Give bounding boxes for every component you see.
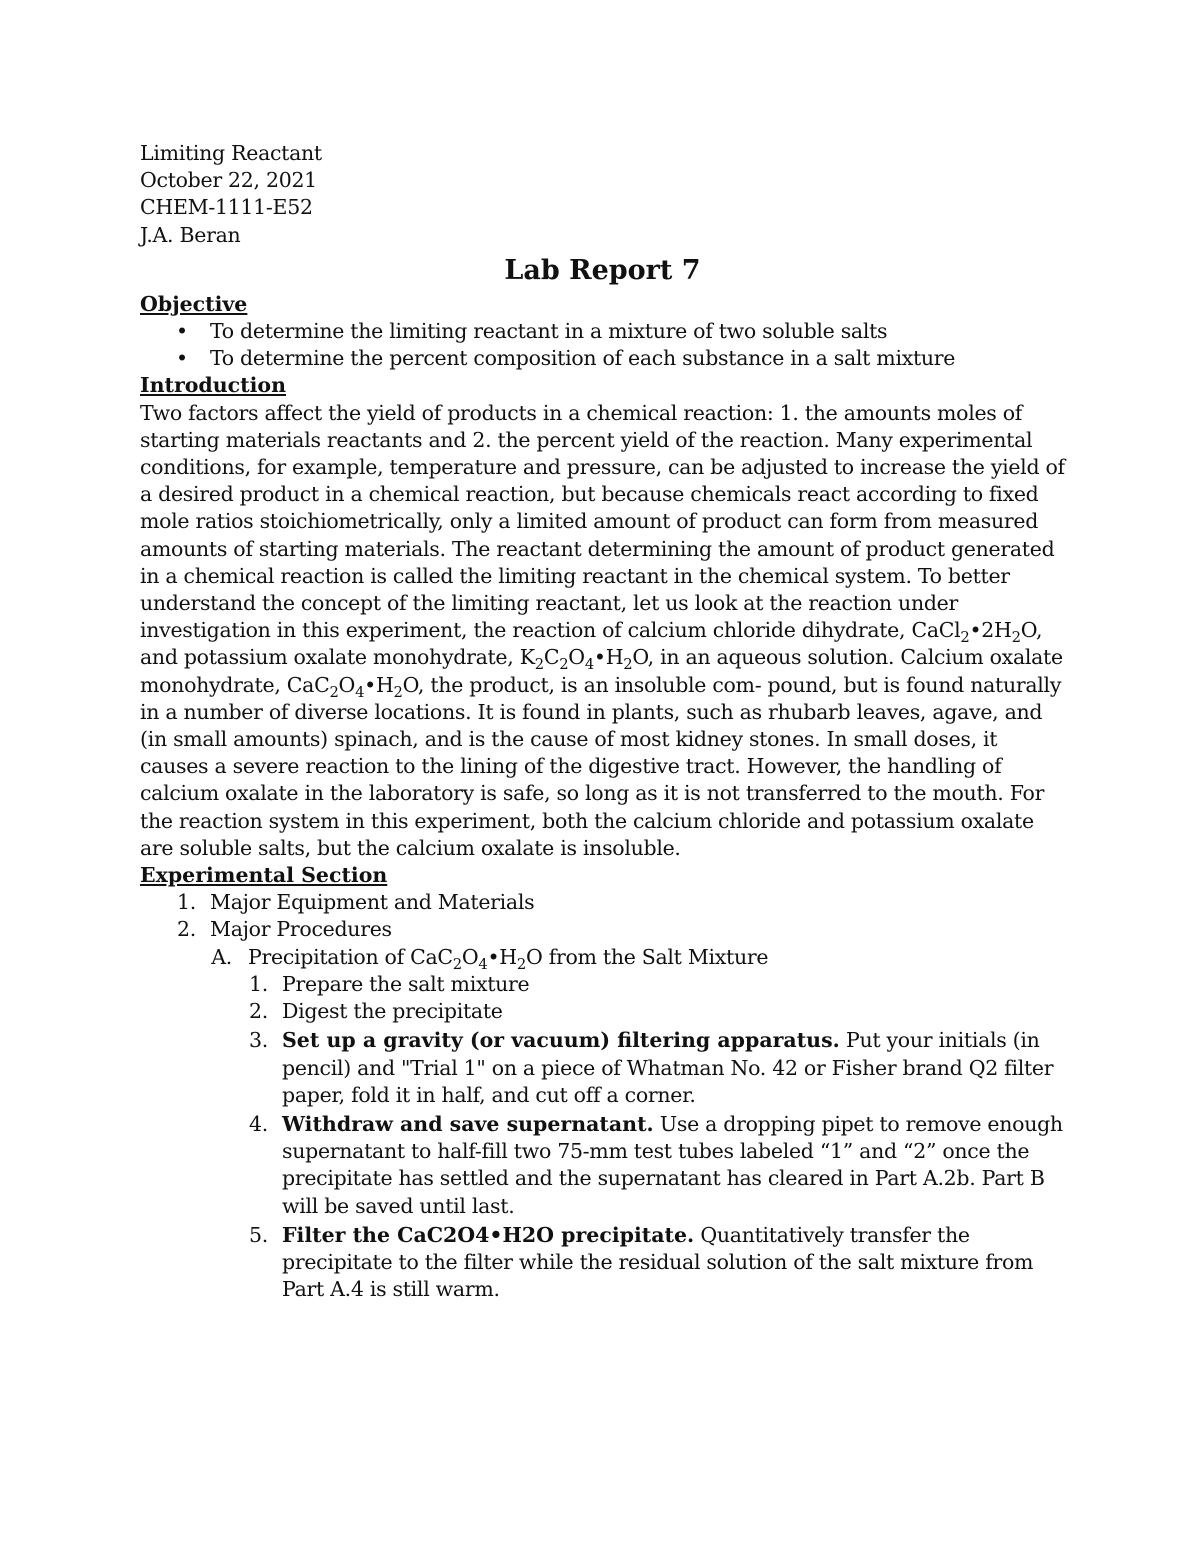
list-number: 2.	[249, 999, 268, 1024]
step-text: Use a dropping pipet to remove enough supernatant to half-fill two 75-mm test tubes labeled “1” and “2” once the precipitate has settled and the supernatant has cleared in Part A.2b. Part B will be saved until last.	[282, 1111, 1063, 1218]
objective-text: To determine the limiting reactant in a mixture of two soluble salts	[210, 319, 888, 344]
step-text: Put your initials (in pencil) and "Trial 1" on a piece of Whatman No. 42 or Fisher brand Q2 filter paper, fold it in half, and cut off a corner.	[282, 1028, 1054, 1107]
list-item-text: Major Equipment and Materials	[210, 890, 535, 915]
procedure-step	[140, 1111, 1065, 1220]
list-number: 3.	[249, 1028, 268, 1053]
list-item-text: Precipitation of $CaC_2O_4•H_2O$ from the Salt Mixture	[248, 944, 769, 973]
step-title: Set up a gravity (or vacuum) filtering apparatus.	[282, 1028, 840, 1053]
list-number: 4.	[249, 1111, 268, 1136]
introduction-paragraph: Two factors affect the yield of products in a chemical reaction: 1. the amounts moles of starting materials reactants and 2. the percent yield of the reaction. Many experimental conditions, for example, temperature and pressure, can be adjusted to increase the yield of a desired product in a chemical reaction, but because chemicals react according to fixed mole ratios stoichiometrically, only a limited amount of product can form from measured amounts of starting materials. The reactant determining the amount of product generated in a chemical reaction is called the limiting reactant in the chemical system. To better understand the concept of the limiting reactant, let us look at the reaction under investigation in this experiment, the reaction of calcium chloride dihydrate, $CaCl_2•2H_2O$, and potassium oxalate monohydrate, $K_2C_2O_4•H_2O$, in an aqueous solution. Calcium oxalate monohydrate, $CaC_2O_4•H_2O$, the product, is an insoluble com- pound, but is found naturally in a number of diverse locations. It is found in plants, such as rhubarb leaves, agave, and (in small amounts) spinach, and is the cause of most kidney stones. In small doses, it causes a severe reaction to the lining of the digestive tract. However, the handling of calcium oxalate in the laboratory is safe, so long as it is not transferred to the mouth. For the reaction system in this experiment, both the calcium chloride and potassium oxalate are soluble salts, but the calcium oxalate is insoluble.	[140, 400, 1065, 860]
report-date: October 22, 2021	[140, 168, 317, 193]
document-page	[140, 140, 1065, 1303]
list-item	[140, 889, 1065, 916]
document-header	[140, 140, 1065, 249]
procedure-step	[140, 971, 1065, 998]
page-title: Lab Report 7	[504, 254, 701, 286]
experimental-heading: Experimental Section	[140, 863, 388, 888]
bullet-icon: •	[176, 319, 188, 344]
list-item	[140, 318, 1065, 345]
list-item	[140, 944, 1065, 971]
step-title: Filter the CaC2O4•H2O precipitate.	[282, 1222, 695, 1247]
list-number: 5.	[249, 1222, 268, 1247]
step-title: Withdraw and save supernatant.	[282, 1111, 654, 1136]
list-item-text: Major Procedures	[210, 917, 392, 942]
procedure-step	[140, 998, 1065, 1025]
step-text: Digest the precipitate	[282, 999, 503, 1024]
list-item	[140, 916, 1065, 943]
list-number: 1.	[177, 890, 196, 915]
objective-text: To determine the percent composition of each substance in a salt mixture	[210, 346, 956, 371]
list-item	[140, 345, 1065, 372]
procedure-step	[140, 1027, 1065, 1109]
procedure-step	[140, 1222, 1065, 1304]
introduction-heading: Introduction	[140, 373, 286, 398]
list-number: 1.	[249, 971, 268, 996]
list-number: A.	[211, 944, 232, 969]
step-text: Quantitatively transfer the precipitate to the filter while the residual solution of the salt mixture from Part A.4 is still warm.	[282, 1222, 1034, 1302]
course-code: CHEM-1111-E52	[140, 195, 313, 220]
bullet-icon: •	[176, 346, 188, 371]
objective-heading: Objective	[140, 291, 248, 316]
course-topic: Limiting Reactant	[140, 141, 322, 165]
step-text: Prepare the salt mixture	[282, 971, 530, 996]
author: J.A. Beran	[140, 222, 241, 247]
list-number: 2.	[177, 917, 196, 942]
objective-list	[140, 318, 1065, 372]
